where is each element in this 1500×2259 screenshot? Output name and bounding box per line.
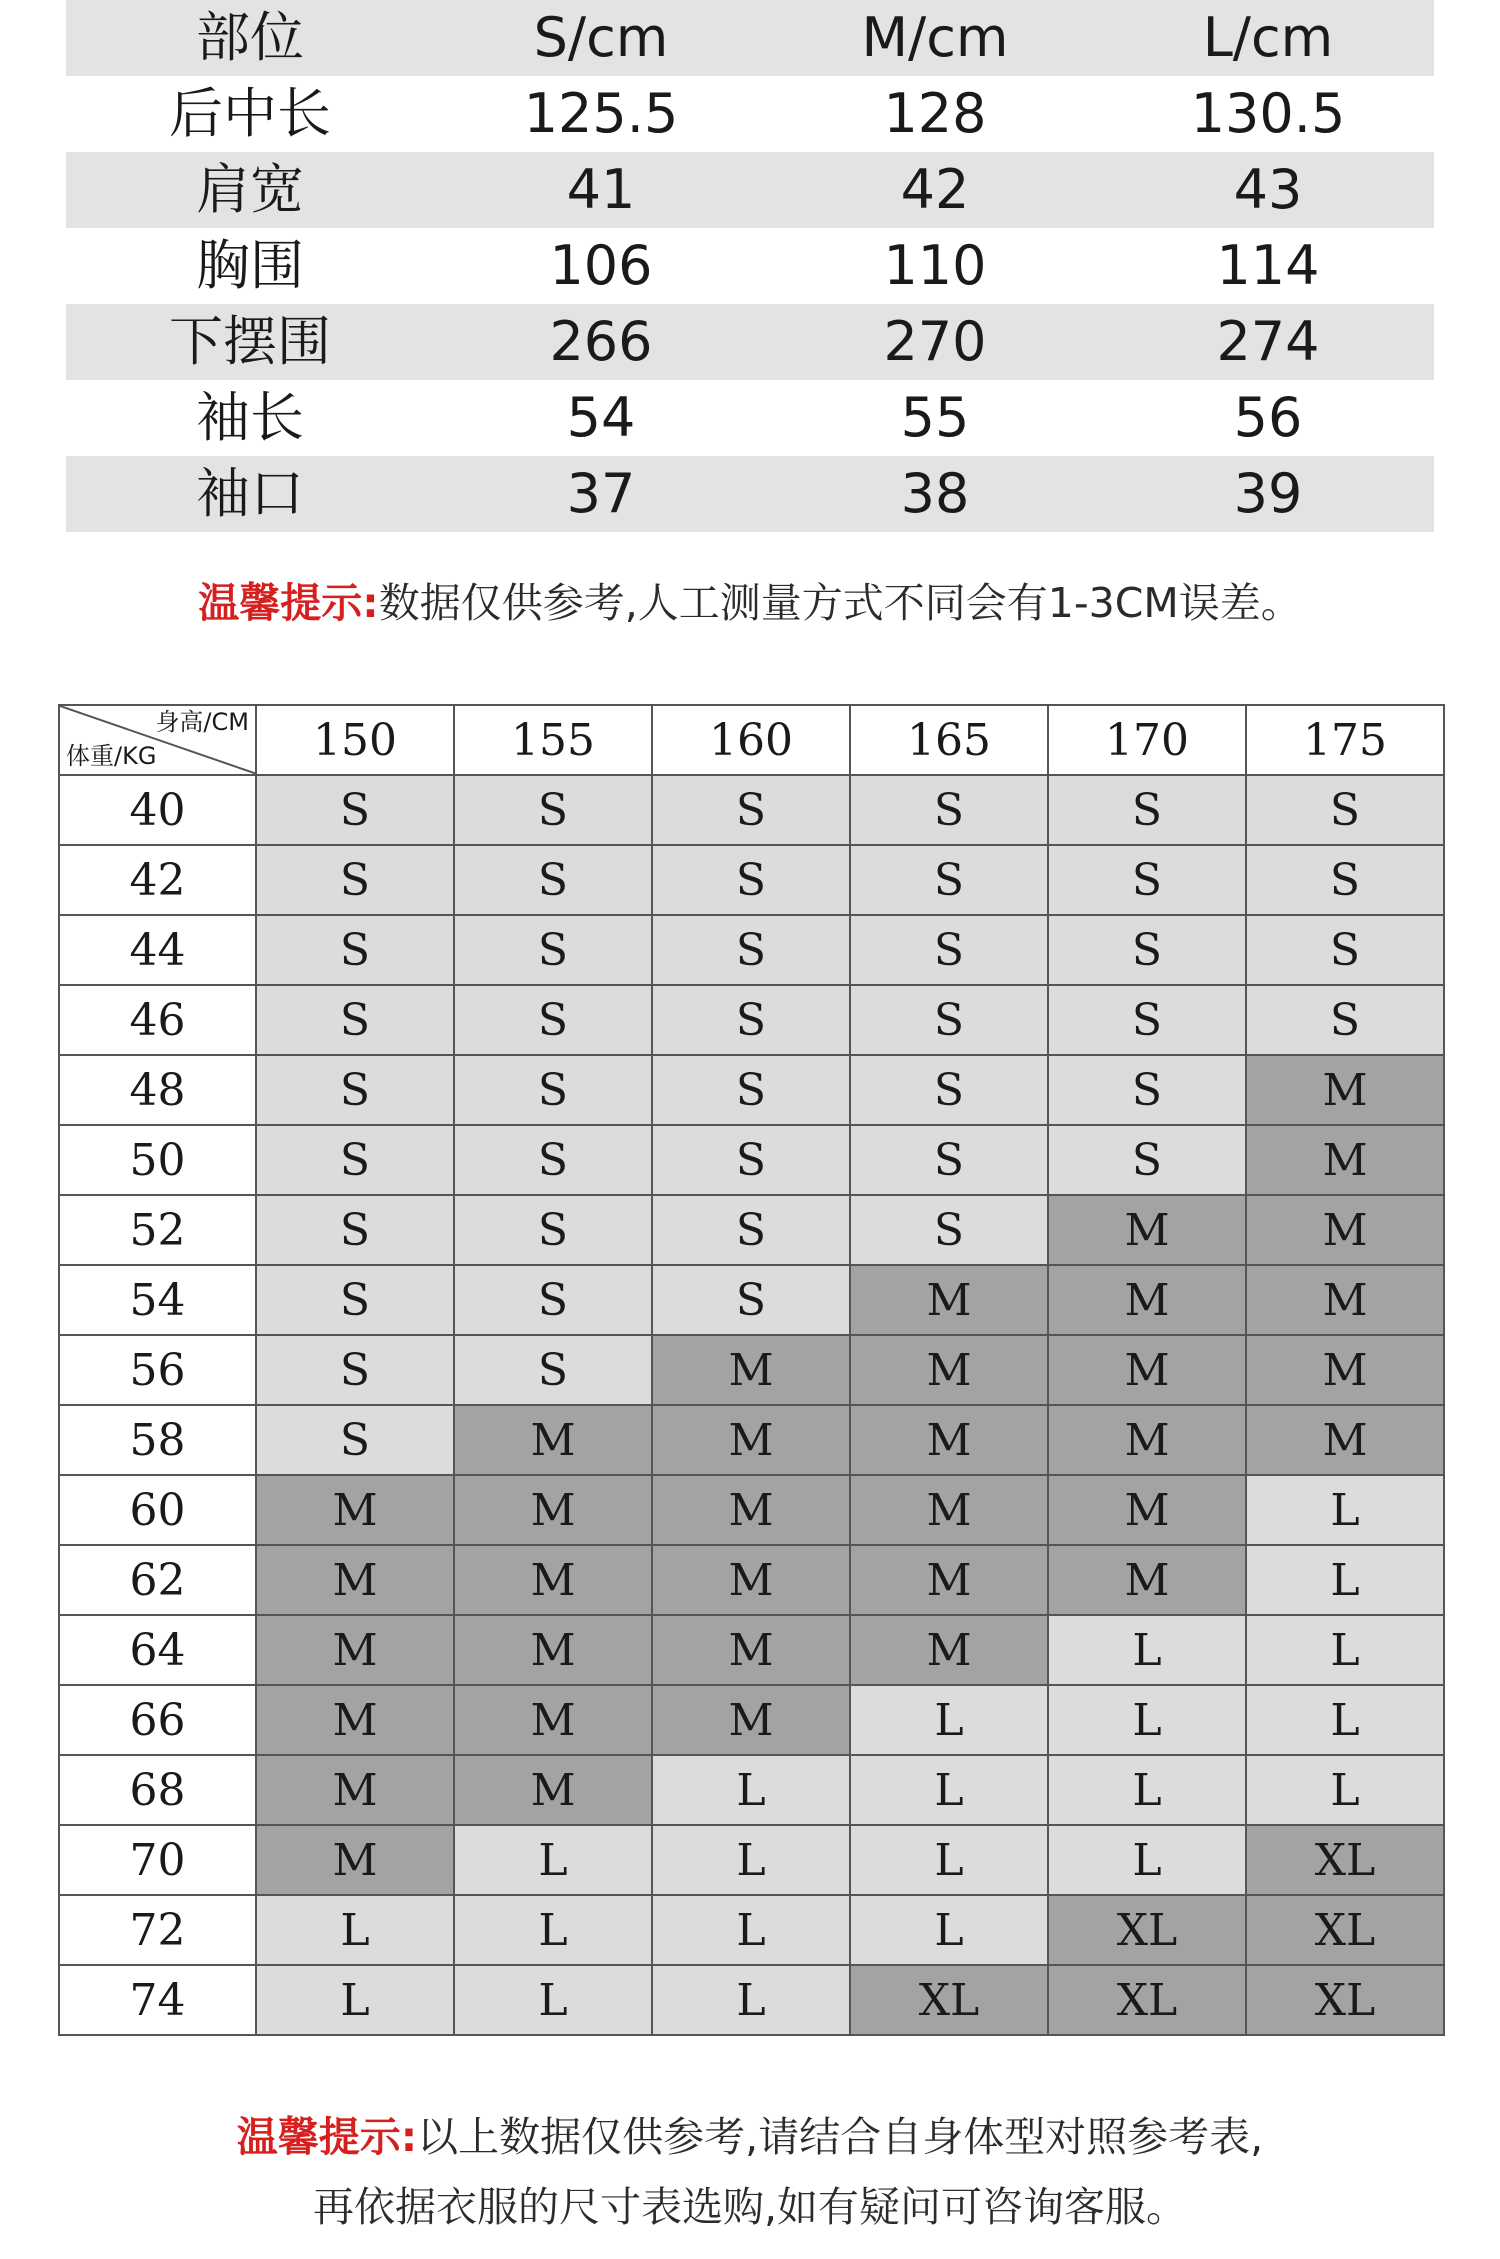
measurement-value-cell: 43 <box>1102 152 1434 228</box>
size-cell: L <box>1246 1755 1444 1825</box>
size-cell: L <box>454 1965 652 2035</box>
size-cell: S <box>1048 1125 1246 1195</box>
measurement-value-cell: 55 <box>768 380 1102 456</box>
size-cell: S <box>652 775 850 845</box>
size-chart-row <box>59 775 1444 845</box>
size-cell: S <box>454 1335 652 1405</box>
size-cell: S <box>1048 915 1246 985</box>
measurement-value-cell: 274 <box>1102 304 1434 380</box>
weight-cell: 42 <box>59 845 256 915</box>
size-cell: XL <box>1246 1825 1444 1895</box>
size-cell: L <box>850 1825 1048 1895</box>
size-cell: L <box>652 1895 850 1965</box>
weight-cell: 72 <box>59 1895 256 1965</box>
size-cell: M <box>1048 1335 1246 1405</box>
size-cell: L <box>850 1685 1048 1755</box>
size-cell: M <box>1246 1335 1444 1405</box>
size-cell: S <box>256 915 454 985</box>
size-cell: XL <box>1048 1895 1246 1965</box>
measurement-row <box>66 304 1434 380</box>
size-cell: S <box>454 1125 652 1195</box>
size-cell: S <box>850 1055 1048 1125</box>
size-cell: M <box>850 1335 1048 1405</box>
size-cell: S <box>256 1265 454 1335</box>
size-cell: M <box>1048 1475 1246 1545</box>
height-header-cell: 150 <box>256 705 454 775</box>
size-cell: S <box>850 1195 1048 1265</box>
weight-cell: 70 <box>59 1825 256 1895</box>
size-cell: S <box>454 1055 652 1125</box>
measurement-row <box>66 456 1434 532</box>
weight-cell: 50 <box>59 1125 256 1195</box>
weight-cell: 52 <box>59 1195 256 1265</box>
measurement-row <box>66 152 1434 228</box>
measurement-part-cell: 胸围 <box>66 228 434 304</box>
size-cell: S <box>1048 845 1246 915</box>
size-cell: M <box>1048 1195 1246 1265</box>
weight-cell: 66 <box>59 1685 256 1755</box>
size-cell: M <box>652 1405 850 1475</box>
size-cell: L <box>1246 1475 1444 1545</box>
measurement-part-cell: 后中长 <box>66 76 434 152</box>
tip-label: 温馨提示: <box>198 579 379 627</box>
tip-note-data-reference <box>0 570 1500 636</box>
size-cell: S <box>454 985 652 1055</box>
size-cell: S <box>454 1265 652 1335</box>
measurement-header-row <box>66 0 1434 76</box>
size-chart-row <box>59 1125 1444 1195</box>
size-cell: S <box>1048 1055 1246 1125</box>
size-cell: M <box>454 1405 652 1475</box>
size-cell: S <box>1246 845 1444 915</box>
size-cell: M <box>256 1755 454 1825</box>
size-chart-row <box>59 1055 1444 1125</box>
size-cell: M <box>256 1825 454 1895</box>
weight-cell: 54 <box>59 1265 256 1335</box>
size-cell: S <box>652 1055 850 1125</box>
size-cell: S <box>454 845 652 915</box>
size-chart-body <box>59 775 1444 2035</box>
weight-cell: 40 <box>59 775 256 845</box>
weight-cell: 48 <box>59 1055 256 1125</box>
size-cell: M <box>850 1545 1048 1615</box>
size-cell: M <box>1048 1545 1246 1615</box>
height-header-cell: 170 <box>1048 705 1246 775</box>
size-chart-row <box>59 1475 1444 1545</box>
size-cell: S <box>850 985 1048 1055</box>
tip-text-line1: 以上数据仅供参考,请结合自身体型对照参考表, <box>417 2113 1264 2161</box>
measurement-value-cell: 114 <box>1102 228 1434 304</box>
measurement-table-body <box>66 0 1434 532</box>
size-cell: L <box>1048 1615 1246 1685</box>
size-cell: S <box>1246 915 1444 985</box>
weight-cell: 68 <box>59 1755 256 1825</box>
height-header-cell: 155 <box>454 705 652 775</box>
size-cell: S <box>1048 985 1246 1055</box>
size-cell: L <box>1048 1825 1246 1895</box>
size-cell: S <box>1048 775 1246 845</box>
size-chart-header-row <box>59 705 1444 775</box>
size-chart-row <box>59 1825 1444 1895</box>
size-cell: M <box>1246 1265 1444 1335</box>
size-cell: L <box>1246 1545 1444 1615</box>
size-cell: M <box>1048 1265 1246 1335</box>
size-chart-row <box>59 1405 1444 1475</box>
size-cell: M <box>652 1335 850 1405</box>
size-cell: L <box>850 1895 1048 1965</box>
measurement-row <box>66 380 1434 456</box>
size-cell: S <box>652 1125 850 1195</box>
measurement-part-cell: 下摆围 <box>66 304 434 380</box>
size-cell: S <box>850 915 1048 985</box>
size-cell: S <box>652 845 850 915</box>
size-cell: M <box>454 1475 652 1545</box>
size-cell: M <box>256 1685 454 1755</box>
size-cell: L <box>1048 1685 1246 1755</box>
size-cell: M <box>850 1475 1048 1545</box>
size-cell: M <box>1246 1125 1444 1195</box>
weight-cell: 56 <box>59 1335 256 1405</box>
size-chart-row <box>59 1895 1444 1965</box>
tip-note-size-guide <box>0 2104 1500 2170</box>
size-cell: S <box>652 1195 850 1265</box>
size-cell: S <box>256 1405 454 1475</box>
size-cell: L <box>652 1965 850 2035</box>
measurement-value-cell: 128 <box>768 76 1102 152</box>
size-cell: S <box>454 915 652 985</box>
size-cell: M <box>1246 1195 1444 1265</box>
size-cell: L <box>454 1825 652 1895</box>
measurement-value-cell: 110 <box>768 228 1102 304</box>
measurement-value-cell: 270 <box>768 304 1102 380</box>
size-cell: XL <box>1246 1895 1444 1965</box>
size-cell: S <box>850 1125 1048 1195</box>
measurement-value-cell: 37 <box>434 456 768 532</box>
size-cell: M <box>1048 1405 1246 1475</box>
size-cell: M <box>454 1685 652 1755</box>
size-cell: M <box>652 1545 850 1615</box>
size-cell: S <box>256 985 454 1055</box>
corner-header-cell <box>59 705 256 775</box>
weight-cell: 62 <box>59 1545 256 1615</box>
size-chart-row <box>59 915 1444 985</box>
measurement-value-cell: 266 <box>434 304 768 380</box>
size-chart-row <box>59 845 1444 915</box>
weight-cell: 64 <box>59 1615 256 1685</box>
size-cell: M <box>652 1615 850 1685</box>
size-cell: M <box>256 1545 454 1615</box>
weight-cell: 60 <box>59 1475 256 1545</box>
height-header-cell: 165 <box>850 705 1048 775</box>
size-cell: M <box>652 1685 850 1755</box>
measurement-part-cell: 袖长 <box>66 380 434 456</box>
size-cell: L <box>1246 1685 1444 1755</box>
size-cell: S <box>652 1265 850 1335</box>
size-cell: S <box>454 1195 652 1265</box>
size-chart-row <box>59 1965 1444 2035</box>
size-chart-row <box>59 1545 1444 1615</box>
size-cell: S <box>652 985 850 1055</box>
size-cell: M <box>1246 1055 1444 1125</box>
size-cell: S <box>850 775 1048 845</box>
height-header-cell: 175 <box>1246 705 1444 775</box>
tip-label: 温馨提示: <box>236 2113 418 2161</box>
size-cell: L <box>1048 1755 1246 1825</box>
measurement-value-cell: 106 <box>434 228 768 304</box>
size-cell: M <box>454 1615 652 1685</box>
size-cell: S <box>1246 985 1444 1055</box>
size-cell: L <box>652 1825 850 1895</box>
size-cell: S <box>256 1335 454 1405</box>
size-cell: S <box>850 845 1048 915</box>
size-cell: M <box>1246 1405 1444 1475</box>
weight-cell: 58 <box>59 1405 256 1475</box>
size-cell: M <box>256 1475 454 1545</box>
size-chart-row <box>59 1685 1444 1755</box>
size-cell: S <box>652 915 850 985</box>
tip-note-size-guide-line2 <box>0 2174 1500 2240</box>
tip-text: 数据仅供参考,人工测量方式不同会有1-3CM误差。 <box>378 579 1302 627</box>
size-cell: S <box>256 1125 454 1195</box>
height-header-cell: 160 <box>652 705 850 775</box>
weight-cell: 44 <box>59 915 256 985</box>
size-chart-row <box>59 1615 1444 1685</box>
size-cell: S <box>454 775 652 845</box>
weight-cell: 74 <box>59 1965 256 2035</box>
measurement-value-cell: 130.5 <box>1102 76 1434 152</box>
measurement-part-cell: 袖口 <box>66 456 434 532</box>
size-chart-row <box>59 985 1444 1055</box>
size-cell: M <box>850 1265 1048 1335</box>
size-chart-row <box>59 1195 1444 1265</box>
size-cell: S <box>256 775 454 845</box>
size-cell: M <box>454 1755 652 1825</box>
size-cell: M <box>652 1475 850 1545</box>
size-chart-row <box>59 1265 1444 1335</box>
size-cell: M <box>850 1615 1048 1685</box>
size-cell: S <box>256 1195 454 1265</box>
measurement-value-cell: 38 <box>768 456 1102 532</box>
size-cell: L <box>256 1895 454 1965</box>
measurement-value-cell: 54 <box>434 380 768 456</box>
size-cell: M <box>256 1615 454 1685</box>
size-cell: XL <box>850 1965 1048 2035</box>
measurement-row <box>66 228 1434 304</box>
size-cell: L <box>850 1755 1048 1825</box>
size-cell: L <box>256 1965 454 2035</box>
size-cell: L <box>652 1755 850 1825</box>
measurement-table <box>66 0 1434 532</box>
measurement-value-cell: 41 <box>434 152 768 228</box>
measurement-header-cell: 部位 <box>66 0 434 76</box>
size-cell: S <box>256 1055 454 1125</box>
measurement-value-cell: 125.5 <box>434 76 768 152</box>
size-cell: S <box>256 845 454 915</box>
size-cell: L <box>454 1895 652 1965</box>
tip-text-line2: 再依据衣服的尺寸表选购,如有疑问可咨询客服。 <box>312 2183 1188 2231</box>
size-chart-table <box>58 704 1445 2036</box>
size-cell: L <box>1246 1615 1444 1685</box>
measurement-row <box>66 76 1434 152</box>
size-chart-row <box>59 1335 1444 1405</box>
size-cell: XL <box>1246 1965 1444 2035</box>
measurement-header-cell: S/cm <box>434 0 768 76</box>
measurement-value-cell: 39 <box>1102 456 1434 532</box>
size-cell: M <box>454 1545 652 1615</box>
corner-weight-label: 体重/KG <box>66 742 157 770</box>
measurement-value-cell: 42 <box>768 152 1102 228</box>
corner-height-label: 身高/CM <box>155 708 249 736</box>
size-cell: M <box>850 1405 1048 1475</box>
weight-cell: 46 <box>59 985 256 1055</box>
size-cell: XL <box>1048 1965 1246 2035</box>
size-cell: S <box>1246 775 1444 845</box>
measurement-header-cell: L/cm <box>1102 0 1434 76</box>
measurement-value-cell: 56 <box>1102 380 1434 456</box>
measurement-part-cell: 肩宽 <box>66 152 434 228</box>
measurement-header-cell: M/cm <box>768 0 1102 76</box>
size-chart-row <box>59 1755 1444 1825</box>
